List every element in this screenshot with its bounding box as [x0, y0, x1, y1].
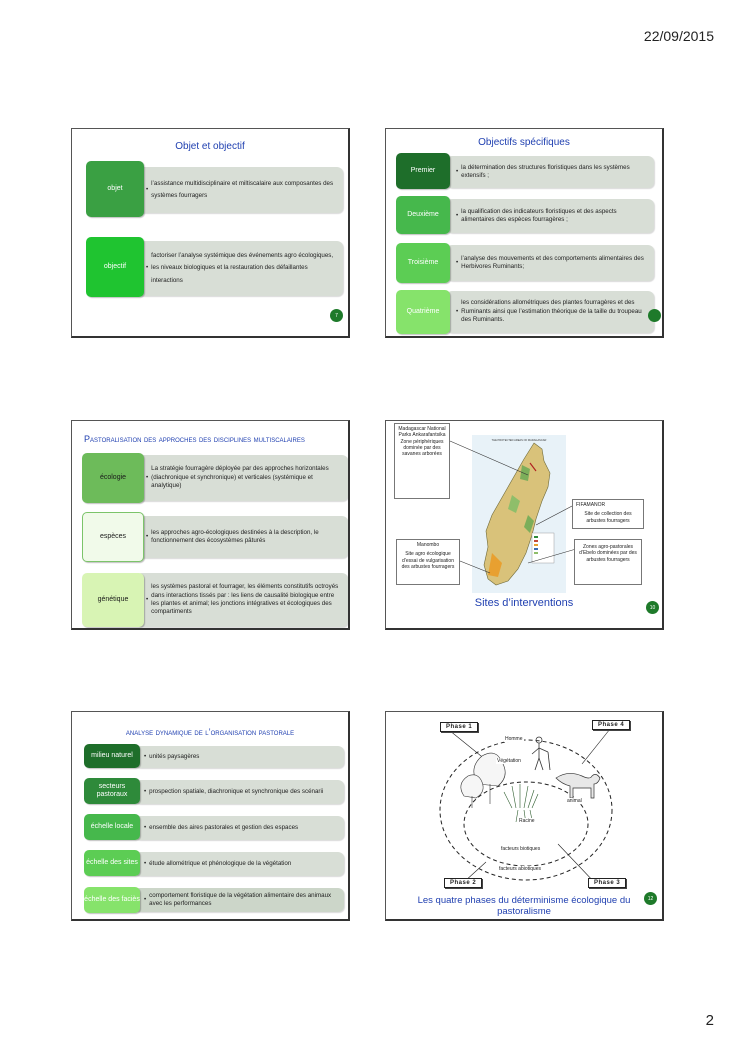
page-number: 2 — [705, 1012, 714, 1029]
slide-title: Objet et objectif — [175, 141, 245, 152]
facteurs-biotiques-label: facteurs biotiques — [501, 846, 541, 852]
objective-label: Quatrième — [396, 290, 450, 334]
slide-caption: Sites d’interventions — [474, 597, 574, 609]
facteurs-abiotiques-label: facteurs abiotiques — [499, 866, 541, 872]
scale-text-box: • ensemble des aires pastorales et gestion des espaces — [134, 816, 344, 840]
objet-text-box: • l’assistance multidisciplinaire et miltiscalaire aux composantes des systèmes fourragers — [136, 167, 343, 213]
map-title: THE PROTECTED AREAS OF MADAGASCAR — [491, 439, 547, 442]
slide-title: analyse dynamique de l’organisation pastorale — [125, 727, 295, 737]
cattle-illustration — [556, 773, 600, 798]
scale-label: milieu naturel — [84, 744, 140, 768]
discipline-text-box: • La stratégie fourragère déployée par des approches horizontales (diachronique et synchronique) et verticales (systémique et analytique) — [136, 455, 348, 501]
fifamanor-title: FIFAMANOR — [576, 502, 606, 508]
discipline-label: génétique — [82, 573, 144, 627]
phase-1-label: Phase 1 — [440, 722, 478, 732]
objective-text-box: • l’analyse des mouvements et des comportements alimentaires des Herbivores Ruminants; — [446, 245, 654, 281]
discipline-text-box: • les systèmes pastoral et fourrager, les éléments constitutifs octroyés dans interactions tissés par : les liens de causalité biologique entre les plantes et animal; les jonctions intégratives et écologiques des compartiments — [136, 573, 348, 627]
page-date: 22/09/2015 — [643, 28, 714, 44]
discipline-label: espèces — [82, 512, 144, 562]
slide-objet-objectif — [71, 128, 350, 338]
manombo-text: Site agro écologique d’essai de vulgarisation des arbustes fourragers — [401, 551, 455, 570]
slide-number-badge: 12 — [644, 892, 657, 905]
scale-label: échelle des sites — [84, 850, 140, 876]
vegetation-label: Végétation — [497, 758, 521, 764]
slide-title: Pastoralisation des approches des disciplines multiscalaires — [84, 434, 305, 444]
manombo-title: Manombo — [416, 542, 440, 548]
objet-label: objet — [86, 161, 144, 217]
scale-text-box: • unités paysagères — [134, 746, 344, 768]
homme-label: Homme — [505, 736, 523, 742]
slide-number-badge: 7 — [330, 309, 343, 322]
objective-label: Premier — [396, 153, 450, 189]
slide-analyse-dynamique — [71, 711, 350, 921]
objective-text-box: • la détermination des structures floristiques dans les systèmes extensifs ; — [446, 156, 654, 188]
man-illustration — [532, 737, 550, 770]
objective-label: Deuxième — [396, 196, 450, 234]
ankarafantsika-box: Madagascar National Parks Ankarafantsika Zone périphériques dominée par des savanes arborées — [394, 423, 450, 499]
objective-label: Troisième — [396, 243, 450, 283]
discipline-label: écologie — [82, 453, 144, 503]
manombo-box — [396, 539, 460, 585]
phase-3-label: Phase 3 — [588, 878, 626, 888]
phases-diagram — [386, 712, 664, 892]
objective-text-box: • les considérations allométriques des plantes fourragères et des Ruminants ainsi que l’estimation théorique de la taille du troupeau des Ruminants. — [446, 291, 654, 333]
slide-number-badge — [648, 309, 661, 322]
scale-label: échelle locale — [84, 814, 140, 840]
fifamanor-text: Site de collection des arbustes fourragers — [584, 511, 632, 524]
scale-label: échelle des faciès — [84, 887, 140, 913]
phase-4-label: Phase 4 — [592, 720, 630, 730]
scale-text-box: • étude allométrique et phénologique de la végétation — [134, 852, 344, 876]
slide-quatre-phases — [385, 711, 664, 921]
scale-text-box: • prospection spatiale, diachronique et synchronique des scénarii — [134, 780, 344, 804]
ebelo-box: Zones agro-pastorales d’Ebelo dominées par des arbustes fourragers — [574, 539, 642, 585]
scale-label: secteurs pastoraux — [84, 778, 140, 804]
discipline-text-box: • les approches agro-écologiques destinées à la description, le fonctionnement des écosystèmes pâturés — [136, 516, 348, 558]
fifamanor-box — [572, 499, 644, 529]
slide-pastoralisation — [71, 420, 350, 630]
slide-caption: Les quatre phases du déterminisme écologique du pastoralisme — [417, 895, 631, 917]
phase-2-label: Phase 2 — [444, 878, 482, 888]
slide-sites-interventions — [385, 420, 664, 630]
objectif-text-box: • factoriser l’analyse systémique des événements agro écologiques, les niveaux biologiques et la restauration des défaillantes interactions — [136, 241, 343, 296]
scale-text-box: • comportement floristique de la végétation alimentaire des animaux avec les performances — [134, 888, 344, 912]
racine-label: Racine — [519, 818, 535, 824]
slide-objectifs-specifiques — [385, 128, 664, 338]
animal-label: animal — [567, 798, 582, 804]
slide-title: Objectifs spécifiques — [478, 137, 570, 148]
objectif-label: objectif — [86, 237, 144, 297]
slide-number-badge: 10 — [646, 601, 659, 614]
objective-text-box: • la qualification des indicateurs floristiques et des aspects alimentaires des espèces fourragères ; — [446, 199, 654, 233]
